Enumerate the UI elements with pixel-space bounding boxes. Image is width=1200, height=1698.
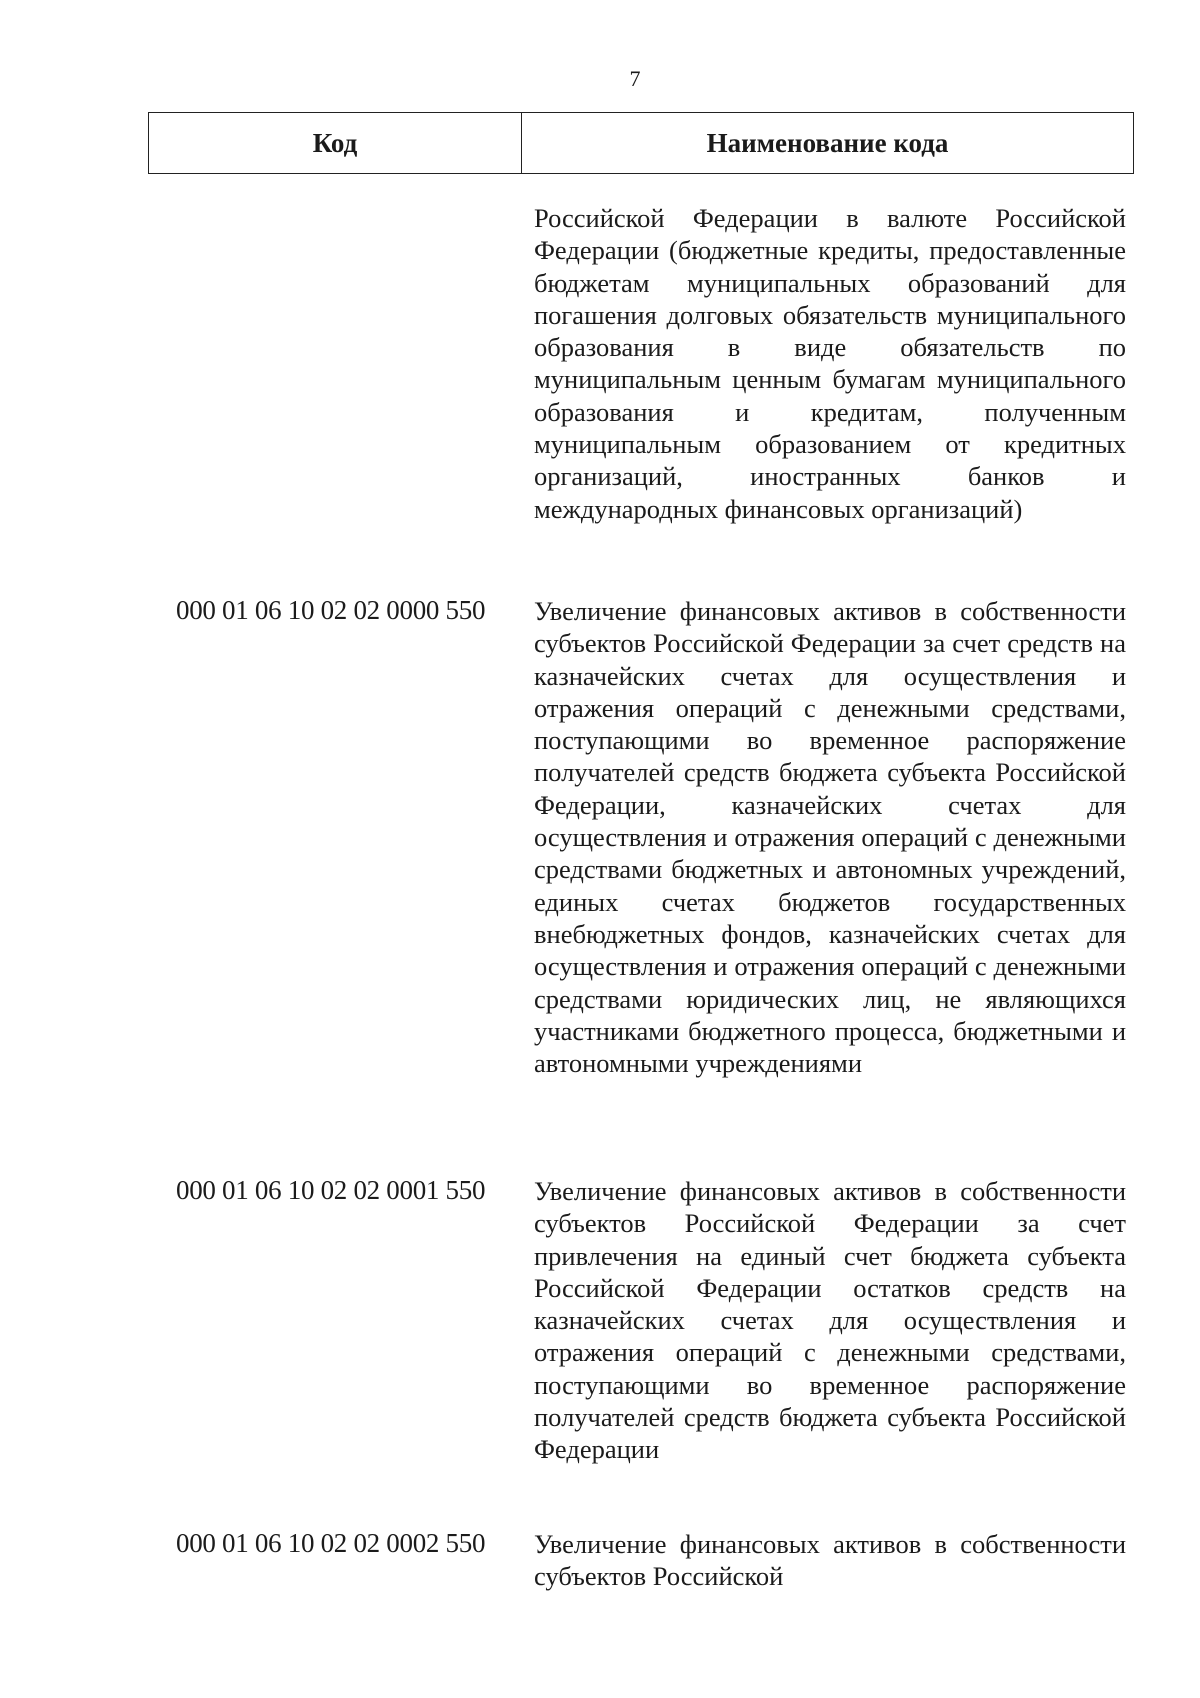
entry-description: Увеличение финансовых активов в собственности субъектов Российской [534, 1529, 1126, 1592]
entry-description: Увеличение финансовых активов в собственности субъектов Российской Федерации за счет средств на казначейских счетах для осуществления и отражения операций с денежными средствами, поступающими во временное распоряжение получателей средств бюджета субъекта Российской Федерации, казначейских счетах для осуществления и отражения операций с денежными средствами бюджетных и автономных учреждений, единых счетах бюджетов государственных внебюджетных фондов, казначейских счетах для осуществления и отражения операций с денежными средствами юридических лиц, не являющихся участниками бюджетного процесса, бюджетными и автономными учреждениями [534, 596, 1126, 1079]
entry-code: 000 01 06 10 02 02 0001 550 [176, 1175, 486, 1205]
table-header [148, 112, 1134, 174]
entry-code: 000 01 06 10 02 02 0002 550 [176, 1528, 486, 1558]
entry-description: Увеличение финансовых активов в собственности субъектов Российской Федерации за счет привлечения на единый счет бюджета субъекта Российской Федерации остатков средств на казначейских счетах для осуществления и отражения операций с денежными средствами, поступающими во временное распоряжение получателей средств бюджета субъекта Российской Федерации [534, 1176, 1126, 1465]
column-header-code: Код [149, 113, 522, 173]
page-number: 7 [629, 66, 641, 91]
continued-description: Российской Федерации в валюте Российской Федерации (бюджетные кредиты, предоставленные бюджетам муниципальных образований для погашения долговых обязательств муниципального образования в виде обязательств по муниципальным ценным бумагам муниципального образования и кредитам, полученным муниципальным образованием от кредитных организаций, иностранных банков и международных финансовых организаций) [534, 203, 1126, 524]
entry-code: 000 01 06 10 02 02 0000 550 [176, 595, 486, 625]
column-header-name: Наименование кода [706, 127, 949, 158]
